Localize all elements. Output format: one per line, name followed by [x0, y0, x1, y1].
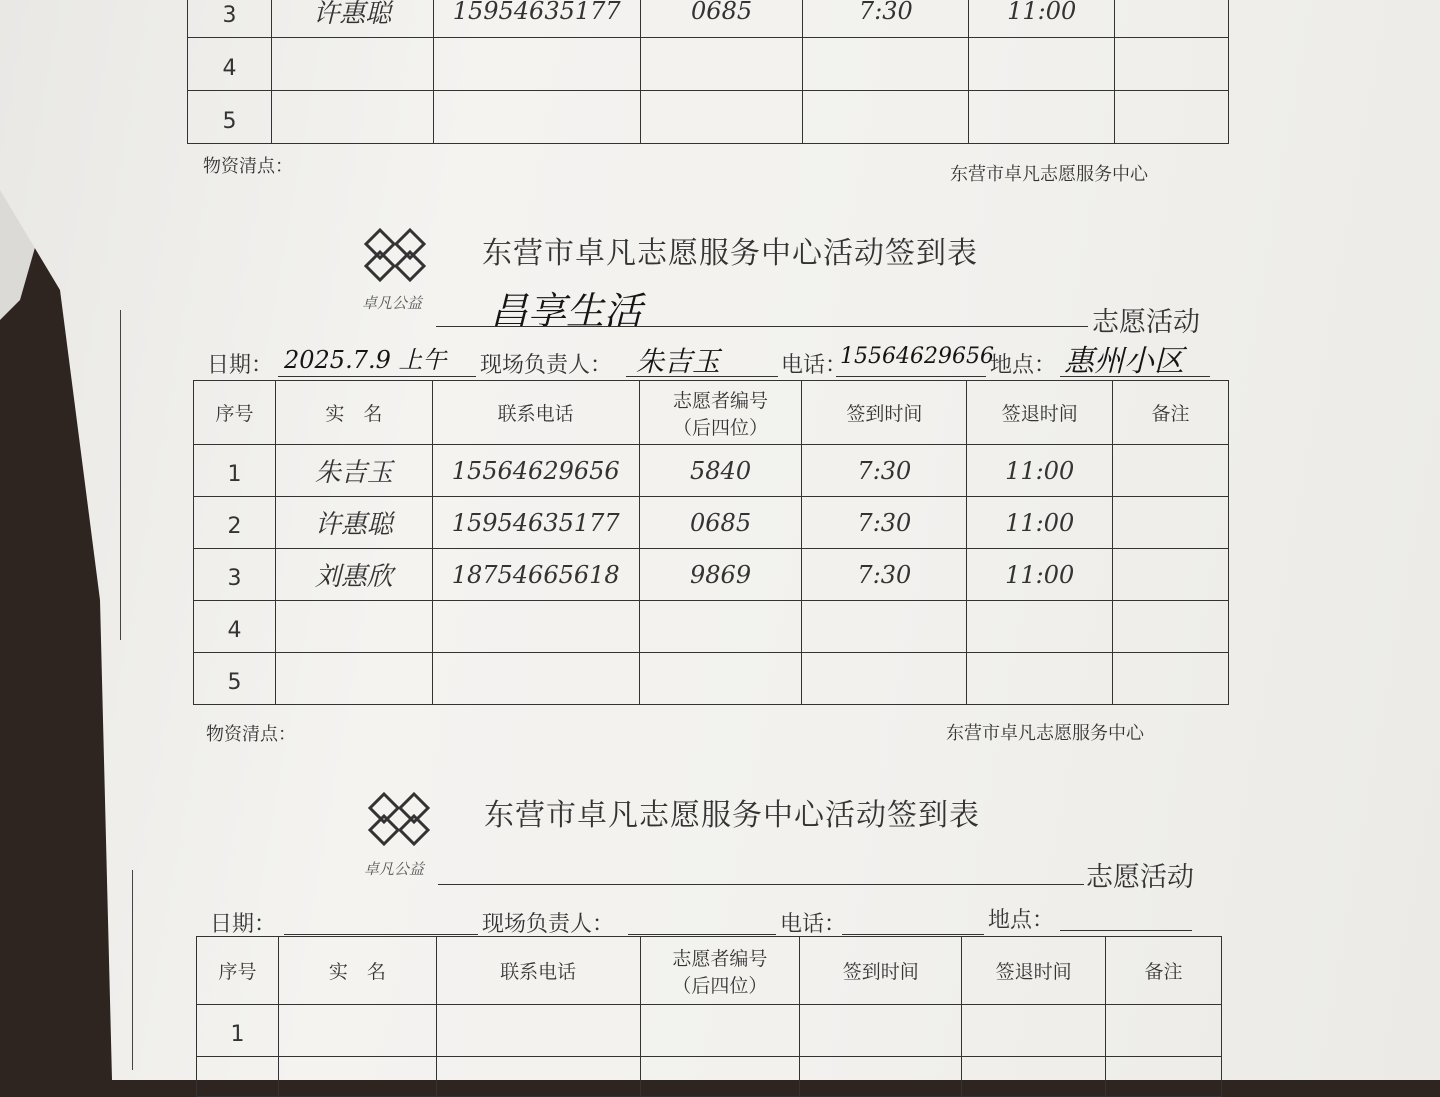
top-signin-table: [187, 0, 1229, 144]
cell-empty: [278, 1057, 436, 1097]
cell-seq: 1: [197, 1005, 279, 1057]
date-value: 2025.7.9 上午: [284, 346, 447, 374]
cell-vol-id: 5840: [639, 445, 802, 497]
cell-phone: 15954635177: [432, 497, 639, 549]
cell-checkout: [967, 653, 1113, 705]
cell-seq: 4: [188, 38, 272, 91]
cell-remark: [1113, 497, 1229, 549]
bottom-signin-table: [196, 936, 1222, 1097]
logo-icon: [360, 222, 430, 288]
phone-label: 电话：: [781, 353, 848, 378]
cell-vol-id: 0685: [639, 497, 802, 549]
table-row: [188, 38, 1229, 91]
cell-remark: [1115, 0, 1229, 38]
cell-name: 朱吉玉: [275, 445, 432, 497]
activity-line: [438, 884, 1084, 885]
place-label: 地点：: [990, 353, 1057, 378]
cell-phone: [433, 38, 640, 91]
cell-remark: [1115, 91, 1229, 144]
materials-label: 物资清点：: [206, 724, 296, 745]
header-vol-id: [639, 381, 802, 445]
place-label: 地点：: [988, 908, 1055, 933]
margin-mark: [120, 310, 121, 640]
middle-signin-table: [193, 380, 1229, 705]
header-checkout: 签退时间: [967, 381, 1113, 445]
cell-phone: 15564629656: [432, 445, 639, 497]
cell-seq: 5: [194, 653, 276, 705]
cell-checkin: [803, 91, 969, 144]
activity-line: [436, 326, 1088, 327]
header-vol-id-sub: （后四位）: [673, 416, 769, 439]
header-remark: 备注: [1106, 937, 1222, 1005]
cell-checkin: [803, 38, 969, 91]
cell-checkin: 7:30: [802, 549, 967, 601]
cell-seq: 3: [188, 0, 272, 38]
cell-vol-id: [639, 653, 802, 705]
table-row: [194, 601, 1229, 653]
form-title: 东营市卓凡志愿服务中心活动签到表: [484, 798, 980, 833]
activity-name: 昌享生活: [490, 289, 643, 333]
cell-checkin: 7:30: [802, 445, 967, 497]
cell-empty: [1106, 1057, 1222, 1097]
place-value: 惠州小区: [1064, 344, 1184, 379]
logo-caption: 卓凡公益: [362, 294, 423, 312]
date-line: [284, 934, 478, 935]
header-vol-id-label: 志愿者编号: [673, 389, 769, 412]
cell-phone: [436, 1005, 640, 1057]
table-row: [194, 445, 1229, 497]
date-label: 日期：: [207, 353, 274, 378]
table-row: [188, 0, 1229, 38]
header-phone: 联系电话: [436, 937, 640, 1005]
form-title: 东营市卓凡志愿服务中心活动签到表: [482, 236, 978, 271]
cell-checkout: 11:00: [967, 497, 1113, 549]
phone-line: [842, 934, 984, 935]
table-row: [194, 653, 1229, 705]
cell-name: 许惠聪: [275, 497, 432, 549]
cell-vol-id: 9869: [639, 549, 802, 601]
margin-mark: [132, 870, 133, 1070]
leader-line: [628, 934, 776, 935]
cell-name: [275, 653, 432, 705]
header-remark: 备注: [1113, 381, 1229, 445]
cell-checkin: [802, 601, 967, 653]
table-row: [197, 1057, 1222, 1097]
header-seq: 序号: [197, 937, 279, 1005]
leader-label: 现场负责人：: [480, 353, 613, 378]
table-header-row: [194, 381, 1229, 445]
place-line: [1060, 930, 1192, 931]
header-name: 实 名: [275, 381, 432, 445]
cell-phone: [432, 653, 639, 705]
cell-checkout: [969, 38, 1115, 91]
cell-remark: [1113, 601, 1229, 653]
table-row: [194, 549, 1229, 601]
cell-name: [275, 601, 432, 653]
cell-remark: [1113, 549, 1229, 601]
header-phone: 联系电话: [432, 381, 639, 445]
phone-label: 电话：: [780, 912, 847, 937]
table-header-row: [197, 937, 1222, 1005]
leader-value: 朱吉玉: [636, 345, 721, 378]
table-row: [188, 91, 1229, 144]
cell-empty: [962, 1057, 1106, 1097]
cell-checkin: [800, 1005, 962, 1057]
cell-phone: 15954635177: [433, 0, 640, 38]
cell-checkout: [962, 1005, 1106, 1057]
cell-phone: [433, 91, 640, 144]
cell-name: 许惠聪: [271, 0, 433, 38]
cell-checkout: 11:00: [967, 549, 1113, 601]
cell-seq: 4: [194, 601, 276, 653]
cell-vol-id: [640, 91, 803, 144]
materials-label: 物资清点：: [203, 156, 293, 177]
header-checkin: 签到时间: [802, 381, 967, 445]
org-footer: 东营市卓凡志愿服务中心: [950, 164, 1148, 185]
cell-vol-id: 0685: [640, 0, 803, 38]
cell-empty: [436, 1057, 640, 1097]
cell-empty: [800, 1057, 962, 1097]
header-name: 实 名: [278, 937, 436, 1005]
header-checkout: 签退时间: [962, 937, 1106, 1005]
logo-caption: 卓凡公益: [364, 860, 425, 878]
header-checkin: 签到时间: [800, 937, 962, 1005]
cell-seq: 2: [194, 497, 276, 549]
cell-checkout: 11:00: [969, 0, 1115, 38]
cell-name: [271, 38, 433, 91]
cell-checkout: [967, 601, 1113, 653]
activity-suffix: 志愿活动: [1086, 862, 1194, 893]
header-vol-id-label: 志愿者编号: [672, 947, 768, 970]
cell-remark: [1113, 653, 1229, 705]
cell-vol-id: [639, 601, 802, 653]
cell-seq: 1: [194, 445, 276, 497]
cell-empty: [640, 1057, 800, 1097]
cell-checkin: 7:30: [803, 0, 969, 38]
cell-remark: [1113, 445, 1229, 497]
cell-seq: 3: [194, 549, 276, 601]
header-vol-id-sub: （后四位）: [672, 974, 768, 997]
cell-seq: 5: [188, 91, 272, 144]
cell-name: [271, 91, 433, 144]
date-line: [278, 376, 476, 377]
table-row: [194, 497, 1229, 549]
phone-value: 15564629656: [840, 344, 994, 369]
cell-phone: [432, 601, 639, 653]
cell-vol-id: [640, 1005, 800, 1057]
cell-vol-id: [640, 38, 803, 91]
cell-remark: [1106, 1005, 1222, 1057]
cell-checkout: [969, 91, 1115, 144]
cell-phone: 18754665618: [432, 549, 639, 601]
phone-line: [836, 376, 986, 377]
logo-icon: [364, 786, 434, 852]
cell-remark: [1115, 38, 1229, 91]
activity-suffix: 志愿活动: [1092, 307, 1200, 338]
cell-checkin: 7:30: [802, 497, 967, 549]
header-seq: 序号: [194, 381, 276, 445]
header-vol-id: [640, 937, 800, 1005]
cell-name: [278, 1005, 436, 1057]
cell-checkout: 11:00: [967, 445, 1113, 497]
leader-label: 现场负责人：: [482, 912, 615, 937]
table-row: [197, 1005, 1222, 1057]
cell-checkin: [802, 653, 967, 705]
cell-name: 刘惠欣: [275, 549, 432, 601]
org-footer: 东营市卓凡志愿服务中心: [946, 723, 1144, 744]
cell-empty: [197, 1057, 279, 1097]
date-label: 日期：: [210, 912, 277, 937]
